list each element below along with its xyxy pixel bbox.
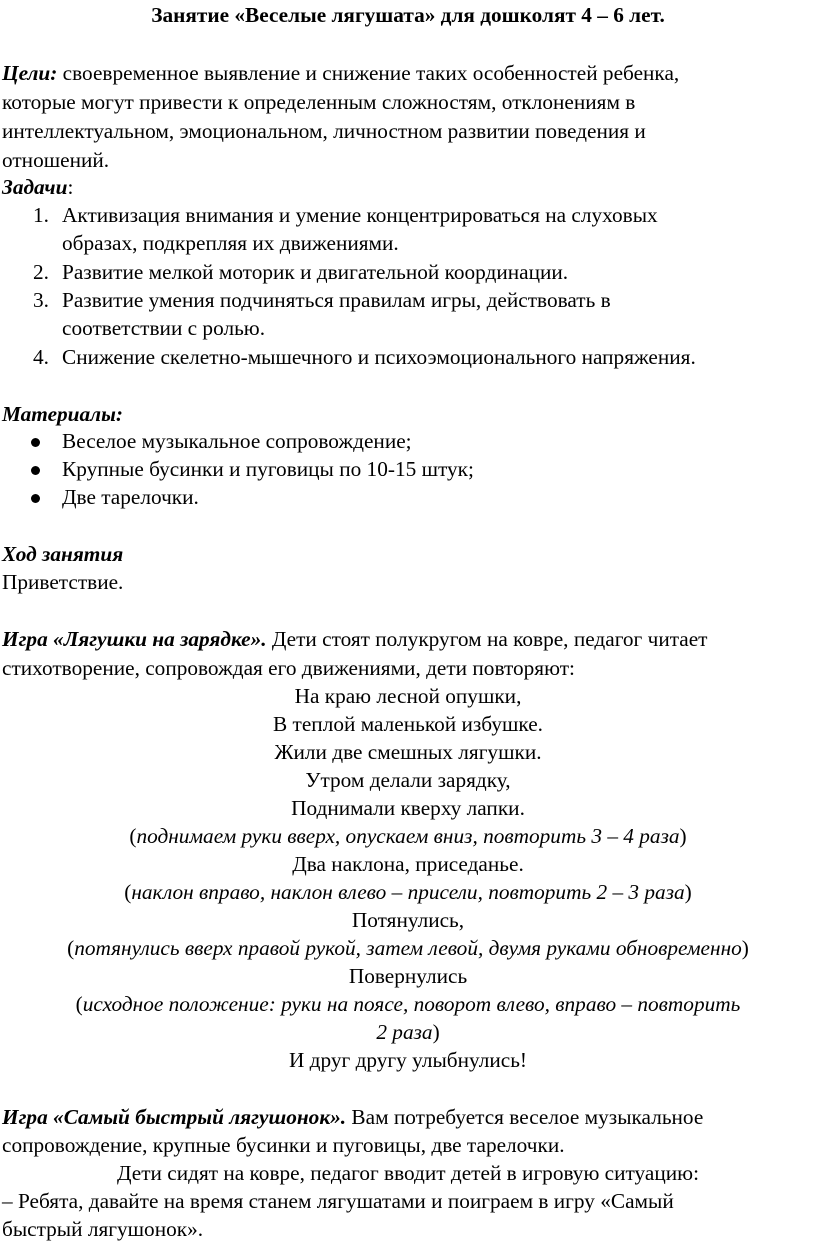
task-item-text: Активизация внимания и умение концентрироваться на слуховых [62, 203, 658, 227]
game2-label: Игра «Самый быстрый лягушонок». [2, 1105, 347, 1129]
materials-label: Материалы: [2, 402, 123, 426]
poem-note-text: поднимаем руки вверх, опускаем вниз, повторить 3 – 4 раза [136, 824, 680, 848]
task-number: 4. [33, 345, 49, 369]
poem-note [0, 826, 816, 847]
poem-note-cont [0, 1022, 816, 1043]
task-number: 3. [33, 288, 49, 312]
game2-line-4: – Ребята, давайте на время станем лягушатами и поиграем в игру «Самый [2, 1189, 674, 1213]
tasks-colon: : [67, 175, 74, 199]
poem-line: Повернулись [348, 964, 468, 988]
paren-open: ( [124, 880, 132, 904]
paren-close: ) [432, 1020, 440, 1044]
goals-text: своевременное выявление и снижение таких особенностей ребенка, [57, 61, 680, 85]
task-number: 2. [33, 260, 49, 284]
goals-line-1 [2, 63, 679, 84]
page-title: Занятие «Веселые лягушата» для дошколят 4 – 6 лет. [151, 3, 665, 27]
poem-line: В теплой маленькой избушке. [273, 712, 543, 736]
poem-note-text: исходное положение: руки на поясе, поворот влево, вправо – повторить [82, 992, 741, 1016]
task-item-text-cont: образах, подкрепляя их движениями. [62, 231, 399, 255]
goals-line-3: интеллектуальном, эмоциональном, личностном развитии поведения и [2, 119, 646, 143]
paren-close: ) [741, 936, 749, 960]
task-number: 1. [33, 203, 49, 227]
goals-line-4: отношений. [2, 148, 110, 172]
task-item-text: Снижение скелетно-мышечного и психоэмоционального напряжения. [62, 345, 696, 369]
poem-line: Жили две смешных лягушки. [274, 740, 542, 764]
material-item: Веселое музыкальное сопровождение; [62, 429, 412, 453]
poem-line: Утром делали зарядку, [305, 768, 511, 792]
tasks-label: Задачи [2, 175, 68, 199]
tasks-heading [2, 177, 73, 198]
poem-note-text: потянулись вверх правой рукой, затем левой, двумя руками обновременно [74, 936, 742, 960]
material-item: Две тарелочки. [62, 485, 199, 509]
poem-line: И друг другу улыбнулись! [288, 1048, 528, 1072]
game1-line-1 [2, 629, 708, 650]
game2-line-3: Дети сидят на ковре, педагог вводит детей в игровую ситуацию: [116, 1161, 699, 1185]
poem-line: Два наклона, приседанье. [292, 852, 524, 876]
task-item-text-cont: соответствии с ролью. [62, 316, 266, 340]
game2-line-5: быстрый лягушонок». [2, 1217, 204, 1241]
poem-line: На краю лесной опушки, [294, 684, 522, 708]
paren-close: ) [679, 824, 687, 848]
poem-line: Поднимали кверху лапки. [291, 796, 525, 820]
game1-text: Дети стоят полукругом на ковре, педагог читает [266, 627, 708, 651]
bullet-icon [31, 438, 40, 447]
paren-close: ) [684, 880, 692, 904]
paren-open: ( [67, 936, 75, 960]
course-label: Ход занятия [2, 542, 124, 566]
goals-label: Цели: [2, 61, 58, 85]
material-item: Крупные бусинки и пуговицы по 10-15 штук; [62, 457, 474, 481]
bullet-icon [31, 494, 40, 503]
poem-note [0, 994, 816, 1015]
game2-line-2: сопровождение, крупные бусинки и пуговицы, две тарелочки. [2, 1133, 565, 1157]
game1-label: Игра «Лягушки на зарядке». [2, 627, 267, 651]
poem-line: Потянулись, [351, 908, 465, 932]
game2-line-1 [2, 1107, 703, 1128]
poem-note [0, 882, 816, 903]
task-item-text: Развитие умения подчиняться правилам игры, действовать в [62, 288, 611, 312]
game1-line-2: стихотворение, сопровождая его движениями, дети повторяют: [2, 656, 575, 680]
poem-note-text: наклон вправо, наклон влево – присели, повторить 2 – 3 раза [131, 880, 685, 904]
task-item-text: Развитие мелкой моторик и двигательной координации. [62, 260, 569, 284]
goals-line-2: которые могут привести к определенным сложностям, отклонениям в [2, 90, 636, 114]
paren-open: ( [75, 992, 83, 1016]
bullet-icon [31, 466, 40, 475]
greeting-text: Приветствие. [2, 570, 124, 594]
paren-open: ( [129, 824, 137, 848]
game2-text: Вам потребуется веселое музыкальное [346, 1105, 704, 1129]
poem-note-text: 2 раза [376, 1020, 433, 1044]
poem-note [0, 938, 816, 959]
